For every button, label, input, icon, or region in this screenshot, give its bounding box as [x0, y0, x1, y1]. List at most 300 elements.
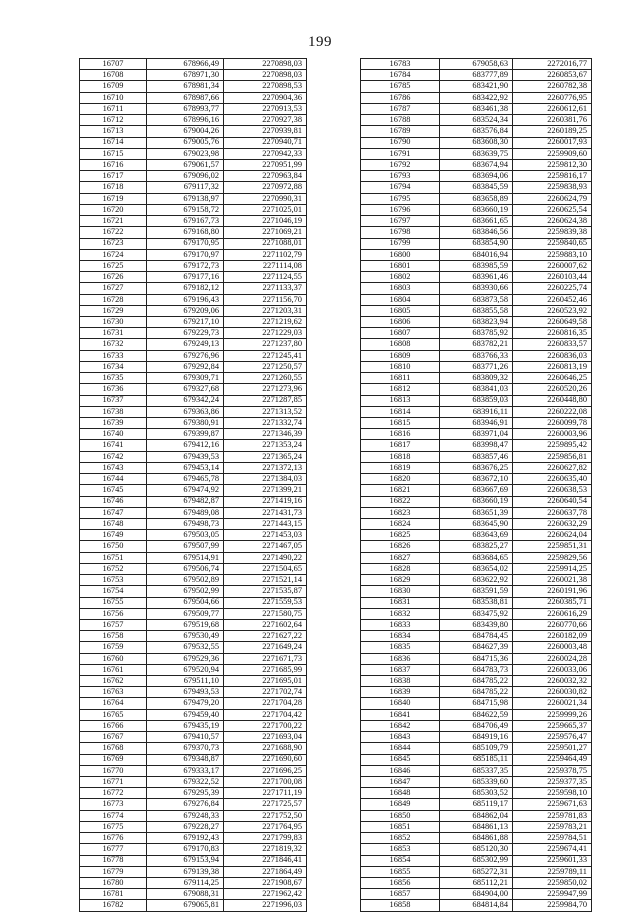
point-id-cell: 16812 — [361, 384, 440, 395]
y-coordinate-cell: 2271025,01 — [224, 204, 307, 215]
coordinates-table-left-body — [80, 59, 307, 912]
x-coordinate-cell: 679061,57 — [147, 159, 224, 170]
x-coordinate-cell: 679453,14 — [147, 462, 224, 473]
y-coordinate-cell: 2271490,22 — [224, 552, 307, 563]
table-row — [80, 676, 307, 687]
x-coordinate-cell: 679507,99 — [147, 541, 224, 552]
point-id-cell: 16846 — [361, 765, 440, 776]
x-coordinate-cell: 679322,52 — [147, 777, 224, 788]
point-id-cell: 16801 — [361, 260, 440, 271]
table-row — [80, 317, 307, 328]
table-row — [80, 418, 307, 429]
x-coordinate-cell: 683855,58 — [440, 305, 513, 316]
y-coordinate-cell: 2271353,24 — [224, 440, 307, 451]
point-id-cell: 16763 — [80, 687, 147, 698]
point-id-cell: 16747 — [80, 507, 147, 518]
point-id-cell: 16715 — [80, 148, 147, 159]
x-coordinate-cell: 679170,83 — [147, 844, 224, 855]
x-coordinate-cell: 679333,17 — [147, 765, 224, 776]
x-coordinate-cell: 683873,58 — [440, 294, 513, 305]
point-id-cell: 16719 — [80, 193, 147, 204]
x-coordinate-cell: 679004,26 — [147, 126, 224, 137]
y-coordinate-cell: 2271704,28 — [224, 698, 307, 709]
table-row — [80, 249, 307, 260]
x-coordinate-cell: 683771,26 — [440, 361, 513, 372]
y-coordinate-cell: 2271559,53 — [224, 597, 307, 608]
y-coordinate-cell: 2271203,31 — [224, 305, 307, 316]
table-row — [80, 272, 307, 283]
point-id-cell: 16845 — [361, 754, 440, 765]
point-id-cell: 16739 — [80, 418, 147, 429]
table-row — [80, 541, 307, 552]
table-row — [80, 81, 307, 92]
y-coordinate-cell: 2271453,03 — [224, 530, 307, 541]
point-id-cell: 16797 — [361, 216, 440, 227]
x-coordinate-cell: 679514,91 — [147, 552, 224, 563]
y-coordinate-cell: 2271273,96 — [224, 384, 307, 395]
point-id-cell: 16785 — [361, 81, 440, 92]
table-row — [361, 406, 592, 417]
point-id-cell: 16832 — [361, 608, 440, 619]
table-row — [80, 92, 307, 103]
x-coordinate-cell: 679327,68 — [147, 384, 224, 395]
x-coordinate-cell: 683841,03 — [440, 384, 513, 395]
table-row — [80, 709, 307, 720]
table-row — [80, 720, 307, 731]
point-id-cell: 16757 — [80, 619, 147, 630]
y-coordinate-cell: 2271245,41 — [224, 350, 307, 361]
x-coordinate-cell: 678987,66 — [147, 92, 224, 103]
page-number: 199 — [308, 34, 332, 50]
point-id-cell: 16775 — [80, 821, 147, 832]
table-row — [361, 440, 592, 451]
table-row — [80, 518, 307, 529]
y-coordinate-cell: 2259671,63 — [513, 799, 592, 810]
point-id-cell: 16755 — [80, 597, 147, 608]
point-id-cell: 16823 — [361, 507, 440, 518]
x-coordinate-cell: 679023,98 — [147, 148, 224, 159]
y-coordinate-cell: 2270898,53 — [224, 81, 307, 92]
table-row — [361, 216, 592, 227]
x-coordinate-cell: 683845,59 — [440, 182, 513, 193]
x-coordinate-cell: 679153,94 — [147, 855, 224, 866]
point-id-cell: 16745 — [80, 485, 147, 496]
x-coordinate-cell: 684785,22 — [440, 676, 513, 687]
x-coordinate-cell: 683422,92 — [440, 92, 513, 103]
x-coordinate-cell: 679170,95 — [147, 238, 224, 249]
point-id-cell: 16733 — [80, 350, 147, 361]
table-row — [361, 720, 592, 731]
table-row — [361, 429, 592, 440]
y-coordinate-cell: 2259784,51 — [513, 833, 592, 844]
table-row — [80, 227, 307, 238]
x-coordinate-cell: 679529,36 — [147, 653, 224, 664]
x-coordinate-cell: 683439,80 — [440, 619, 513, 630]
x-coordinate-cell: 679088,31 — [147, 889, 224, 900]
x-coordinate-cell: 679139,38 — [147, 866, 224, 877]
point-id-cell: 16776 — [80, 833, 147, 844]
x-coordinate-cell: 679439,53 — [147, 451, 224, 462]
table-row — [361, 788, 592, 799]
x-coordinate-cell: 679519,68 — [147, 619, 224, 630]
x-coordinate-cell: 683694,06 — [440, 171, 513, 182]
table-row — [361, 698, 592, 709]
point-id-cell: 16854 — [361, 855, 440, 866]
x-coordinate-cell: 683660,19 — [440, 496, 513, 507]
x-coordinate-cell: 685120,30 — [440, 844, 513, 855]
table-row — [361, 765, 592, 776]
x-coordinate-cell: 683667,69 — [440, 485, 513, 496]
table-row — [361, 451, 592, 462]
point-id-cell: 16803 — [361, 283, 440, 294]
table-row — [80, 844, 307, 855]
y-coordinate-cell: 2271627,22 — [224, 631, 307, 642]
table-row — [80, 642, 307, 653]
x-coordinate-cell: 683672,10 — [440, 474, 513, 485]
y-coordinate-cell: 2260770,66 — [513, 619, 592, 630]
x-coordinate-cell: 683777,89 — [440, 70, 513, 81]
y-coordinate-cell: 2259838,93 — [513, 182, 592, 193]
point-id-cell: 16830 — [361, 586, 440, 597]
point-id-cell: 16764 — [80, 698, 147, 709]
point-id-cell: 16721 — [80, 216, 147, 227]
x-coordinate-cell: 679489,08 — [147, 507, 224, 518]
point-id-cell: 16815 — [361, 418, 440, 429]
x-coordinate-cell: 679504,66 — [147, 597, 224, 608]
point-id-cell: 16855 — [361, 866, 440, 877]
x-coordinate-cell: 683857,46 — [440, 451, 513, 462]
coordinates-table-left — [79, 58, 307, 912]
point-id-cell: 16795 — [361, 193, 440, 204]
table-row — [361, 676, 592, 687]
table-row — [361, 552, 592, 563]
table-row — [80, 530, 307, 541]
table-row — [80, 462, 307, 473]
y-coordinate-cell: 2271346,39 — [224, 429, 307, 440]
table-row — [80, 687, 307, 698]
y-coordinate-cell: 2260640,54 — [513, 496, 592, 507]
point-id-cell: 16779 — [80, 866, 147, 877]
table-row — [361, 507, 592, 518]
y-coordinate-cell: 2260646,25 — [513, 373, 592, 384]
table-row — [80, 889, 307, 900]
x-coordinate-cell: 679502,99 — [147, 586, 224, 597]
point-id-cell: 16788 — [361, 115, 440, 126]
y-coordinate-cell: 2259601,33 — [513, 855, 592, 866]
y-coordinate-cell: 2271219,62 — [224, 317, 307, 328]
table-row — [361, 238, 592, 249]
point-id-cell: 16814 — [361, 406, 440, 417]
table-row — [80, 698, 307, 709]
table-row — [361, 833, 592, 844]
table-row — [361, 103, 592, 114]
point-id-cell: 16711 — [80, 103, 147, 114]
x-coordinate-cell: 679096,02 — [147, 171, 224, 182]
table-row — [80, 440, 307, 451]
x-coordinate-cell: 679138,97 — [147, 193, 224, 204]
x-coordinate-cell: 679506,74 — [147, 563, 224, 574]
y-coordinate-cell: 2270990,31 — [224, 193, 307, 204]
table-row — [361, 92, 592, 103]
x-coordinate-cell: 683854,90 — [440, 238, 513, 249]
y-coordinate-cell: 2260853,67 — [513, 70, 592, 81]
table-row — [361, 373, 592, 384]
table-row — [80, 754, 307, 765]
x-coordinate-cell: 679229,73 — [147, 328, 224, 339]
point-id-cell: 16853 — [361, 844, 440, 855]
point-id-cell: 16724 — [80, 249, 147, 260]
point-id-cell: 16792 — [361, 159, 440, 170]
table-row — [361, 709, 592, 720]
point-id-cell: 16826 — [361, 541, 440, 552]
point-id-cell: 16725 — [80, 260, 147, 271]
y-coordinate-cell: 2260612,61 — [513, 103, 592, 114]
table-row — [361, 866, 592, 877]
x-coordinate-cell: 679410,57 — [147, 732, 224, 743]
y-coordinate-cell: 2270972,88 — [224, 182, 307, 193]
y-coordinate-cell: 2260624,04 — [513, 530, 592, 541]
x-coordinate-cell: 683608,30 — [440, 137, 513, 148]
x-coordinate-cell: 683946,91 — [440, 418, 513, 429]
y-coordinate-cell: 2260624,38 — [513, 216, 592, 227]
table-row — [361, 384, 592, 395]
x-coordinate-cell: 683916,11 — [440, 406, 513, 417]
point-id-cell: 16807 — [361, 328, 440, 339]
point-id-cell: 16765 — [80, 709, 147, 720]
point-id-cell: 16742 — [80, 451, 147, 462]
y-coordinate-cell: 2271864,49 — [224, 866, 307, 877]
point-id-cell: 16781 — [80, 889, 147, 900]
table-row — [80, 283, 307, 294]
point-id-cell: 16821 — [361, 485, 440, 496]
y-coordinate-cell: 2271088,01 — [224, 238, 307, 249]
table-row — [361, 619, 592, 630]
y-coordinate-cell: 2271649,24 — [224, 642, 307, 653]
point-id-cell: 16760 — [80, 653, 147, 664]
table-row — [80, 216, 307, 227]
x-coordinate-cell: 683421,90 — [440, 81, 513, 92]
point-id-cell: 16858 — [361, 900, 440, 911]
point-id-cell: 16813 — [361, 395, 440, 406]
x-coordinate-cell: 683823,94 — [440, 317, 513, 328]
point-id-cell: 16709 — [80, 81, 147, 92]
point-id-cell: 16749 — [80, 530, 147, 541]
y-coordinate-cell: 2260448,80 — [513, 395, 592, 406]
y-coordinate-cell: 2260030,82 — [513, 687, 592, 698]
point-id-cell: 16796 — [361, 204, 440, 215]
y-coordinate-cell: 2271069,21 — [224, 227, 307, 238]
y-coordinate-cell: 2260222,08 — [513, 406, 592, 417]
y-coordinate-cell: 2260638,53 — [513, 485, 592, 496]
point-id-cell: 16732 — [80, 339, 147, 350]
point-id-cell: 16723 — [80, 238, 147, 249]
x-coordinate-cell: 679509,77 — [147, 608, 224, 619]
point-id-cell: 16741 — [80, 440, 147, 451]
point-id-cell: 16752 — [80, 563, 147, 574]
point-id-cell: 16743 — [80, 462, 147, 473]
x-coordinate-cell: 685272,31 — [440, 866, 513, 877]
y-coordinate-cell: 2271702,74 — [224, 687, 307, 698]
y-coordinate-cell: 2271504,65 — [224, 563, 307, 574]
point-id-cell: 16806 — [361, 317, 440, 328]
y-coordinate-cell: 2271695,01 — [224, 676, 307, 687]
x-coordinate-cell: 679532,55 — [147, 642, 224, 653]
x-coordinate-cell: 683998,47 — [440, 440, 513, 451]
point-id-cell: 16809 — [361, 350, 440, 361]
x-coordinate-cell: 678996,16 — [147, 115, 224, 126]
point-id-cell: 16734 — [80, 361, 147, 372]
x-coordinate-cell: 679158,72 — [147, 204, 224, 215]
x-coordinate-cell: 683639,75 — [440, 148, 513, 159]
point-id-cell: 16786 — [361, 92, 440, 103]
x-coordinate-cell: 683809,32 — [440, 373, 513, 384]
y-coordinate-cell: 2271725,57 — [224, 799, 307, 810]
x-coordinate-cell: 679065,81 — [147, 900, 224, 911]
point-id-cell: 16771 — [80, 777, 147, 788]
y-coordinate-cell: 2260627,82 — [513, 462, 592, 473]
point-id-cell: 16791 — [361, 148, 440, 159]
point-id-cell: 16827 — [361, 552, 440, 563]
x-coordinate-cell: 684861,88 — [440, 833, 513, 844]
x-coordinate-cell: 679493,53 — [147, 687, 224, 698]
y-coordinate-cell: 2270904,36 — [224, 92, 307, 103]
y-coordinate-cell: 2260103,44 — [513, 272, 592, 283]
x-coordinate-cell: 683766,33 — [440, 350, 513, 361]
point-id-cell: 16716 — [80, 159, 147, 170]
y-coordinate-cell: 2270951,99 — [224, 159, 307, 170]
x-coordinate-cell: 684627,39 — [440, 642, 513, 653]
x-coordinate-cell: 683825,27 — [440, 541, 513, 552]
y-coordinate-cell: 2271996,03 — [224, 900, 307, 911]
table-row — [80, 631, 307, 642]
table-row — [361, 182, 592, 193]
table-row — [80, 664, 307, 675]
table-row — [80, 810, 307, 821]
x-coordinate-cell: 679399,87 — [147, 429, 224, 440]
table-row — [80, 575, 307, 586]
y-coordinate-cell: 2271399,21 — [224, 485, 307, 496]
point-id-cell: 16825 — [361, 530, 440, 541]
y-coordinate-cell: 2259783,21 — [513, 821, 592, 832]
x-coordinate-cell: 679217,10 — [147, 317, 224, 328]
table-row — [361, 249, 592, 260]
x-coordinate-cell: 684784,45 — [440, 631, 513, 642]
point-id-cell: 16754 — [80, 586, 147, 597]
x-coordinate-cell: 683622,92 — [440, 575, 513, 586]
y-coordinate-cell: 2260632,29 — [513, 518, 592, 529]
y-coordinate-cell: 2271431,73 — [224, 507, 307, 518]
y-coordinate-cell: 2271237,80 — [224, 339, 307, 350]
point-id-cell: 16722 — [80, 227, 147, 238]
x-coordinate-cell: 684715,98 — [440, 698, 513, 709]
y-coordinate-cell: 2271365,24 — [224, 451, 307, 462]
x-coordinate-cell: 684861,13 — [440, 821, 513, 832]
x-coordinate-cell: 679342,24 — [147, 395, 224, 406]
y-coordinate-cell: 2260452,46 — [513, 294, 592, 305]
point-id-cell: 16848 — [361, 788, 440, 799]
point-id-cell: 16804 — [361, 294, 440, 305]
x-coordinate-cell: 683971,04 — [440, 429, 513, 440]
y-coordinate-cell: 2260520,26 — [513, 384, 592, 395]
y-coordinate-cell: 2260099,78 — [513, 418, 592, 429]
table-row — [80, 552, 307, 563]
table-row — [80, 328, 307, 339]
table-row — [80, 653, 307, 664]
y-coordinate-cell: 2260032,32 — [513, 676, 592, 687]
table-row — [80, 373, 307, 384]
x-coordinate-cell: 679530,49 — [147, 631, 224, 642]
y-coordinate-cell: 2260385,71 — [513, 597, 592, 608]
x-coordinate-cell: 679348,87 — [147, 754, 224, 765]
y-coordinate-cell: 2260182,09 — [513, 631, 592, 642]
table-row — [80, 777, 307, 788]
table-row — [80, 339, 307, 350]
y-coordinate-cell: 2270898,03 — [224, 59, 307, 70]
x-coordinate-cell: 679295,39 — [147, 788, 224, 799]
y-coordinate-cell: 2271700,22 — [224, 720, 307, 731]
x-coordinate-cell: 684785,22 — [440, 687, 513, 698]
x-coordinate-cell: 679170,97 — [147, 249, 224, 260]
x-coordinate-cell: 679309,71 — [147, 373, 224, 384]
table-row — [361, 317, 592, 328]
y-coordinate-cell: 2270942,33 — [224, 148, 307, 159]
table-row — [80, 204, 307, 215]
y-coordinate-cell: 2271685,99 — [224, 664, 307, 675]
x-coordinate-cell: 684783,73 — [440, 664, 513, 675]
x-coordinate-cell: 679465,78 — [147, 474, 224, 485]
point-id-cell: 16811 — [361, 373, 440, 384]
y-coordinate-cell: 2259839,38 — [513, 227, 592, 238]
point-id-cell: 16768 — [80, 743, 147, 754]
y-coordinate-cell: 2259816,17 — [513, 171, 592, 182]
table-row — [361, 137, 592, 148]
table-row — [80, 126, 307, 137]
point-id-cell: 16726 — [80, 272, 147, 283]
y-coordinate-cell: 2259947,99 — [513, 889, 592, 900]
y-coordinate-cell: 2259781,83 — [513, 810, 592, 821]
table-row — [361, 732, 592, 743]
table-row — [80, 586, 307, 597]
x-coordinate-cell: 679503,05 — [147, 530, 224, 541]
point-id-cell: 16817 — [361, 440, 440, 451]
x-coordinate-cell: 685185,11 — [440, 754, 513, 765]
x-coordinate-cell: 679192,43 — [147, 833, 224, 844]
x-coordinate-cell: 685109,79 — [440, 743, 513, 754]
x-coordinate-cell: 679370,73 — [147, 743, 224, 754]
x-coordinate-cell: 679459,40 — [147, 709, 224, 720]
y-coordinate-cell: 2271846,41 — [224, 855, 307, 866]
y-coordinate-cell: 2271156,70 — [224, 294, 307, 305]
y-coordinate-cell: 2271372,13 — [224, 462, 307, 473]
point-id-cell: 16766 — [80, 720, 147, 731]
point-id-cell: 16737 — [80, 395, 147, 406]
point-id-cell: 16767 — [80, 732, 147, 743]
x-coordinate-cell: 679276,96 — [147, 350, 224, 361]
x-coordinate-cell: 683661,65 — [440, 216, 513, 227]
y-coordinate-cell: 2260635,40 — [513, 474, 592, 485]
x-coordinate-cell: 684622,59 — [440, 709, 513, 720]
y-coordinate-cell: 2271260,55 — [224, 373, 307, 384]
y-coordinate-cell: 2260624,79 — [513, 193, 592, 204]
point-id-cell: 16818 — [361, 451, 440, 462]
x-coordinate-cell: 679167,73 — [147, 216, 224, 227]
table-row — [80, 866, 307, 877]
point-id-cell: 16770 — [80, 765, 147, 776]
table-row — [80, 148, 307, 159]
y-coordinate-cell: 2260836,03 — [513, 350, 592, 361]
y-coordinate-cell: 2271711,19 — [224, 788, 307, 799]
y-coordinate-cell: 2260017,93 — [513, 137, 592, 148]
